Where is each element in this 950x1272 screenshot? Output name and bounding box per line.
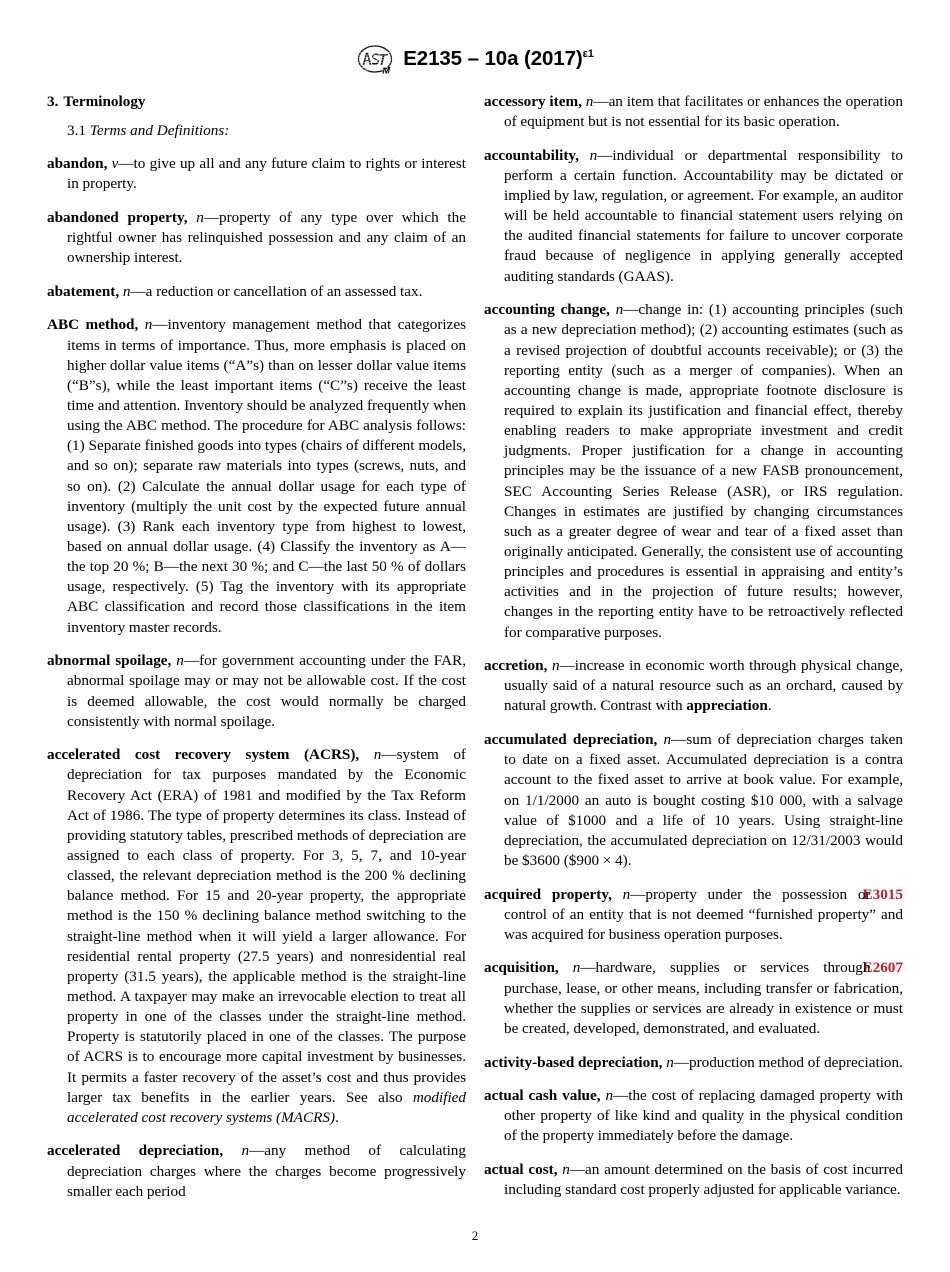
entry-definition: —increase in economic worth through physical change, usually said of a natural resource such as an orchard, caused by natural growth. Contrast with [504, 657, 903, 715]
section-number: 3. [47, 93, 59, 110]
left-column [47, 92, 466, 1202]
entry-definition: —change in: (1) accounting principles (such as a new depreciation method); (2) accounting estimates (such as a revised projection of doubtful accounts receivable); or (3) the reporting entity (such as a merger of companies). When an accounting change is made, appropriate footnote disclosure is required to explain its justification and financial effect, thereby enabling readers to make appropriate investment and credit judgments. Proper justification for a change in accounting principles may be the issuance of a new FASB pronouncement, SEC Accounting Series Release (ASR), or IRS regulation. Changes in estimates are justified by changing circumstances such as a greater degree of wear and tear of a fixed asset than originally anticipated. Generally, the consistent use of accounting principles and procedures is essential in appraising and entity’s activities and in the projection of future results; however, changes in the reporting entity have to be retroactively reflected for comparative purposes. [504, 301, 903, 641]
entry-part-of-speech: n [196, 208, 204, 226]
entry-part-of-speech: n [666, 1053, 674, 1071]
entry-term: accessory item, [484, 93, 582, 110]
two-column-body [47, 92, 903, 1202]
entry-term: actual cash value, [484, 1087, 601, 1105]
glossary-entry [484, 92, 903, 132]
page-footer [0, 1228, 950, 1244]
entry-part-of-speech: v [111, 155, 119, 173]
entry-definition: —production method of depreciation. [673, 1053, 903, 1071]
entry-term: abandon, [47, 155, 108, 173]
entry-definition: —a reduction or cancellation of an assessed tax. [130, 282, 423, 300]
entry-term: accumulated depreciation, [484, 731, 658, 749]
standard-reference[interactable]: E2607 [862, 959, 903, 977]
entry-term: abandoned property, [47, 208, 188, 226]
entry-term: ABC method, [47, 316, 139, 334]
entry-definition: —system of depreciation for tax purposes mandated by the Economic Recovery Act (ERA) of 1981 and modified by the Tax Reform Act of 1986. The type of property determines its class. Instead of providing statutory tables, prescribed methods of depreciation are assigned to each class of property. For 3, 5, 7, and 10-year classed, the relevant depreciation method is the 200 % declining balance method. For 15 and 20-year property, the appropriate method is the 150 % declining balance method switching to the straight-line method when it will yield a larger allowance. For residential rental property (27.5 years) and nonresidential real property (31.5 years), the applicable method is the straight-line method. A taxpayer may make an irrevocable election to treat all property in one of the classes under the straight-line method. Property is statutorily placed in one of the classes. The purpose of ACRS is to encourage more capital investment by businesses. It permits a faster recovery of the asset’s cost and thus provides larger tax benefits in the earlier years. See also [67, 746, 466, 1106]
entry-part-of-speech: n [589, 146, 598, 164]
entry-definition: —any method of calculating depreciation charges where the charges become progressively smaller each period [67, 1142, 466, 1200]
glossary-entry [484, 958, 903, 1039]
subsection-number: 3.1 [67, 122, 86, 140]
entry-part-of-speech: n [615, 301, 624, 319]
entry-part-of-speech: n [562, 1161, 570, 1179]
entry-term: activity-based depreciation, [484, 1053, 663, 1071]
entry-definition: —inventory management method that categorizes items in terms of importance. Thus, more emphasis is placed on higher dollar value items (“A”s) than on lesser dollar value items (“B”s), while the least important items (“C”s) receive the least time and attention. Inventory should be analyzed frequently when using the ABC method. The procedure for ABC analysis follows: (1) Separate finished goods into types (chairs of different models, and so on); separate raw materials into types (screws, nuts, and so on). (2) Calculate the annual dollar usage for each type of inventory (multiply the unit cost by the expected future annual usage). (3) Rank each inventory type from highest to lowest, based on annual dollar usage. (4) Classify the inventory as A—the top 20 %; B—the next 30 %; and C—the last 50 % of dollars usage, respectively. (5) Tag the inventory with its appropriate ABC classification and record those classifications in the item inventory master records. [67, 316, 466, 636]
entry-part-of-speech: n [373, 746, 382, 764]
entry-definition: —property under the possession or control of an entity that is not deemed “furnished property” and was acquired for business operation purposes. [504, 885, 903, 943]
entry-term: accelerated cost recovery system (ACRS), [47, 746, 360, 764]
entry-term: actual cost, [484, 1161, 558, 1179]
entry-part-of-speech: n [572, 959, 581, 977]
entry-cross-reference: modified accelerated cost recovery systems (MACRS) [67, 1088, 466, 1126]
astm-logo-icon [356, 44, 394, 74]
entry-term: acquisition, [484, 959, 559, 977]
subsection-heading [47, 121, 466, 141]
glossary-entry [47, 1141, 466, 1201]
glossary-entry [484, 1086, 903, 1146]
entry-definition-tail: . [767, 697, 772, 715]
entry-part-of-speech: n [144, 316, 153, 334]
designation-superscript: ε1 [582, 48, 594, 61]
glossary-entry [484, 885, 903, 945]
right-column [484, 92, 903, 1202]
entry-term: accountability, [484, 146, 579, 164]
entry-term: accelerated depreciation, [47, 1142, 224, 1160]
standard-reference[interactable]: E3015 [862, 885, 903, 903]
entry-term: accretion, [484, 657, 548, 675]
glossary-entry [484, 1053, 903, 1073]
designation-text: E2135 – 10a (2017) [403, 47, 583, 70]
page-number: 2 [471, 1228, 479, 1243]
glossary-entry [484, 656, 903, 716]
glossary-entry [47, 745, 466, 1128]
entry-cross-reference: appreciation [686, 697, 768, 715]
glossary-entry [47, 154, 466, 194]
standard-designation [403, 47, 594, 71]
entry-definition: —hardware, supplies or services through purchase, lease, or other means, including transfer or fabrication, whether the supplies or services are already in existence or must be created, developed, demonstrated, and evaluated. [504, 959, 903, 1037]
entry-definition: —sum of depreciation charges taken to date on a fixed asset. Accumulated depreciation is a contra account to the fixed asset to arrive at book value. For example, on 1/1/2000 an auto is bought costing $10 000, with a salvage value of $1000 and a life of 10 years. Using straight-line depreciation, the accumulated depreciation on 12/31/2003 would be $3600 ($900 × 4). [504, 731, 903, 869]
glossary-entry [47, 208, 466, 268]
entry-definition: —for government accounting under the FAR, abnormal spoilage may or may not be allowable cost. If the cost is deemed allowable, the cost would normally be charged consistently with normal spoilage. [67, 652, 466, 730]
entry-part-of-speech: n [241, 1142, 250, 1160]
entry-term: abnormal spoilage, [47, 652, 172, 670]
entry-definition-tail: . [335, 1108, 339, 1126]
entry-definition: —to give up all and any future claim to rights or interest in property. [67, 155, 466, 193]
glossary-entry [47, 651, 466, 732]
entry-definition: —individual or departmental responsibility to perform a certain function. Accountability may be dictated or implied by law, regulation, or agreement. For example, an auditor will be held accountable to financial statement users relying on the audited financial statements for failure to uncover corporate fraud because of negligence in applying generally accepted auditing standards (GAAS). [504, 146, 903, 285]
entry-part-of-speech: n [176, 652, 184, 670]
entry-definition: —an amount determined on the basis of cost incurred including standard cost properly adjusted for applicable variance. [504, 1161, 903, 1199]
entry-part-of-speech: n [122, 282, 131, 300]
page-header [0, 44, 950, 74]
entry-part-of-speech: n [585, 93, 594, 110]
entry-part-of-speech: n [622, 885, 631, 903]
glossary-entry [484, 146, 903, 287]
glossary-entry [47, 282, 466, 302]
entry-definition: —the cost of replacing damaged property with other property of like kind and quality in the physical condition of the property immediately before the damage. [504, 1087, 904, 1145]
glossary-entry [484, 300, 903, 642]
entry-term: abatement, [47, 282, 120, 300]
glossary-entry [47, 315, 466, 637]
glossary-entry [484, 1160, 903, 1200]
entry-part-of-speech: n [663, 731, 672, 749]
subsection-title: Terms and Definitions: [89, 122, 230, 140]
entry-part-of-speech: n [552, 657, 560, 675]
entry-definition: —an item that facilitates or enhances the operation of equipment but is not essential for its basic operation. [504, 93, 903, 131]
entry-term: acquired property, [484, 885, 612, 903]
section-heading [47, 92, 466, 112]
entry-part-of-speech: n [605, 1087, 614, 1105]
section-title: Terminology [63, 93, 146, 110]
entry-definition: —property of any type over which the rightful owner has relinquished possession and any claim of an ownership interest. [67, 208, 466, 267]
glossary-entry [484, 730, 903, 871]
entry-term: accounting change, [484, 301, 610, 319]
